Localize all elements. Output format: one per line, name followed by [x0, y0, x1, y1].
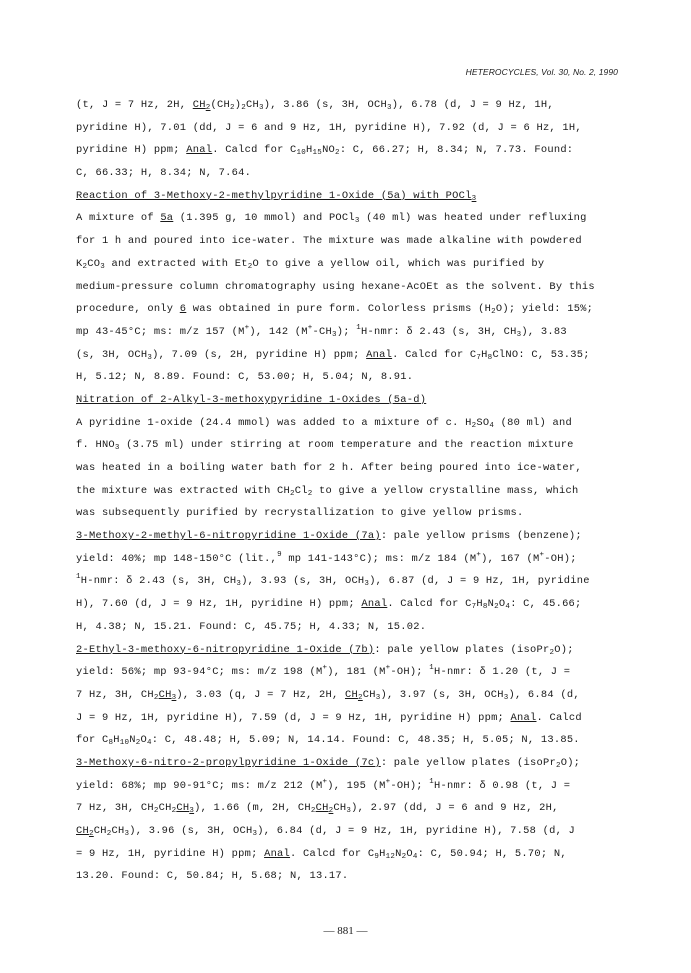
text-line [76, 820, 616, 843]
text-segment: : pale yellow plates (isoPr [380, 756, 556, 769]
text-line [76, 276, 616, 299]
text-segment: H [481, 348, 488, 361]
text-segment: ), 142 (M [249, 325, 308, 338]
text-segment: H [476, 598, 483, 611]
subscript-text: 9 [374, 852, 380, 861]
text-line [76, 457, 616, 480]
text-line [76, 230, 616, 253]
text-line [76, 797, 616, 820]
text-segment: ClNO: C, 53.35; [492, 348, 590, 361]
text-segment: yield: 68%; mp 90-91°C; ms: m/z 212 (M [76, 779, 323, 792]
subscript-text: 8 [108, 739, 114, 748]
text-segment: A pyridine 1-oxide (24.4 mmol) was added to a mixture of c. H [76, 416, 472, 429]
text-segment: pyridine H) ppm; [76, 144, 187, 157]
text-segment: ), 6.87 (d, J = 9 Hz, 1H, pyridine [369, 575, 590, 588]
subscript-text: 7 [476, 353, 482, 362]
text-line [76, 162, 616, 185]
text-segment: yield: 40%; mp 148-150°C (lit., [76, 552, 278, 565]
text-segment: yield: 56%; mp 93-94°C; ms: m/z 198 (M [76, 666, 323, 679]
subscript-text: 2 [106, 830, 112, 838]
text-segment: 3-Methoxy-6-nitro-2-propylpyridine 1-Oxide (7c) [76, 756, 381, 769]
text-segment: H-nmr: δ 0.98 (t, J = [434, 779, 571, 792]
text-line [76, 775, 616, 798]
text-segment: C, 66.33; H, 8.34; N, 7.64. [76, 167, 252, 180]
text-segment: N [395, 847, 402, 860]
superscript-text: 1 [76, 573, 81, 582]
superscript-text: 1 [429, 664, 435, 673]
subscript-text: 3 [189, 807, 195, 816]
text-segment: mp 141-143°C); ms: m/z 184 (M [281, 552, 477, 565]
subscript-text: 4 [146, 739, 152, 748]
text-segment: ) [234, 99, 242, 111]
text-segment: (3.75 ml) under stirring at room temperature and the reaction mixture [119, 439, 574, 452]
text-segment: 5a [160, 212, 174, 225]
text-segment: CH [344, 688, 358, 701]
subscript-text: 2 [241, 104, 246, 112]
subscript-text: 3 [258, 104, 264, 112]
text-line [76, 139, 616, 162]
text-segment: : C, 48.48; H, 5.09; N, 14.14. Found: C, 48.35; H, 5.05; N, 13.85. [151, 734, 580, 747]
text-segment: K [76, 257, 83, 270]
text-segment: ), 3.97 (s, 3H, OCH [380, 688, 504, 701]
text-segment: ), 6.84 (d, [508, 688, 580, 701]
text-segment: ), 6.84 (d, J = 9 Hz, 1H, pyridine H), 7.58 (d, J [257, 825, 576, 837]
subscript-text: 3 [124, 830, 130, 838]
text-segment: H-nmr: δ 1.20 (t, J = [434, 666, 571, 679]
text-segment: . Calcd for C [212, 144, 297, 157]
text-line [76, 843, 616, 866]
text-segment: CH [158, 688, 172, 701]
text-line [76, 366, 616, 389]
text-line [76, 570, 616, 593]
text-segment: ), 6.78 (d, J = 9 Hz, 1H, [391, 99, 554, 111]
text-line [76, 253, 616, 276]
text-line [76, 616, 616, 639]
text-segment: SO [476, 416, 490, 429]
subscript-text: 3 [471, 194, 477, 203]
text-segment: : pale yellow prisms (benzene); [380, 530, 582, 543]
subscript-text: 2 [471, 421, 477, 430]
text-line [76, 502, 616, 525]
subscript-text: 2 [88, 830, 94, 838]
text-line [76, 389, 616, 412]
superscript-text: + [385, 777, 391, 786]
subscript-text: 3 [516, 330, 522, 339]
superscript-text: 1 [356, 323, 361, 332]
page-number: — 881 — [323, 925, 368, 937]
text-line [76, 548, 616, 571]
text-segment: : C, 50.94; H, 5.70; N, [417, 847, 567, 860]
text-segment: for 1 h and poured into ice-water. The mixture was made alkaline with powdered [76, 235, 582, 248]
subscript-text: 2 [491, 308, 496, 317]
text-segment: -CH [312, 325, 332, 338]
text-segment: . Calcd for C [392, 348, 477, 361]
text-segment: O [406, 847, 413, 860]
text-segment: H), 7.60 (d, J = 9 Hz, 1H, pyridine H) ppm; [76, 598, 362, 611]
text-segment: O to give a yellow oil, which was purified by [252, 257, 545, 270]
text-segment: ), 2.97 (dd, J = 6 and 9 Hz, 2H, [351, 802, 559, 815]
subscript-text: 2 [153, 693, 159, 702]
subscript-text: 3 [354, 217, 360, 226]
subscript-text: 3 [386, 104, 392, 112]
text-segment: medium-pressure column chromatography using hexane-AcOEt as the solvent. By this [76, 280, 595, 293]
text-segment: CH [362, 688, 376, 701]
subscript-text: 3 [364, 580, 370, 589]
text-segment: (80 ml) and [494, 416, 572, 429]
subscript-text: 2 [290, 489, 295, 498]
text-line [76, 412, 616, 435]
text-line [76, 752, 616, 775]
text-segment: procedure, only [76, 303, 180, 316]
text-segment: . Calcd [536, 711, 582, 724]
subscript-text: 7 [471, 603, 477, 612]
subscript-text: 4 [412, 852, 418, 861]
subscript-text: 2 [247, 262, 253, 271]
text-segment: H, 5.12; N, 8.89. Found: C, 53.00; H, 5.04; N, 8.91. [76, 371, 414, 384]
subscript-text: 12 [385, 852, 396, 861]
subscript-text: 3 [252, 830, 258, 838]
text-segment: H [379, 847, 386, 860]
text-segment: J = 9 Hz, 1H, pyridine H), 7.59 (d, J = 9 Hz, 1H, pyridine H) ppm; [76, 711, 511, 724]
text-segment: 7 Hz, 3H, CH [76, 802, 154, 815]
text-segment: Anal [361, 598, 388, 611]
superscript-text: + [476, 550, 482, 559]
subscript-text: 3 [147, 353, 153, 362]
text-segment: N [487, 598, 495, 611]
subscript-text: 2 [549, 648, 555, 657]
text-segment: ), 3.86 (s, 3H, OCH [263, 99, 387, 111]
text-segment: CO [87, 257, 101, 270]
superscript-text: + [539, 550, 545, 559]
subscript-text: 3 [100, 262, 106, 271]
subscript-text: 2 [357, 693, 363, 702]
subscript-text: 8 [482, 603, 488, 612]
text-segment: f. HNO [76, 439, 115, 452]
text-segment: Anal [186, 144, 213, 157]
text-line [76, 707, 616, 730]
text-segment: O); [554, 643, 574, 656]
text-segment: was obtained in pure form. Colorless prisms (H [186, 303, 492, 316]
text-segment: : C, 66.27; H, 8.34; N, 7.73. Found: [339, 144, 574, 157]
text-segment: for C [76, 734, 109, 747]
subscript-text: 2 [310, 807, 316, 816]
subscript-text: 2 [229, 104, 235, 112]
subscript-text: 8 [487, 353, 493, 362]
text-segment: and extracted with Et [105, 257, 248, 270]
text-segment: . Calcd for C [387, 598, 472, 611]
text-line [76, 865, 616, 888]
text-segment: H-nmr: δ 2.43 (s, 3H, CH [361, 325, 517, 338]
text-segment: O); [560, 756, 581, 769]
text-line [76, 434, 616, 457]
text-segment: 3-Methoxy-2-methyl-6-nitropyridine 1-Oxide (7a) [76, 530, 381, 543]
text-segment: A mixture of [76, 212, 161, 225]
text-segment: Reaction of 3-Methoxy-2-methylpyridine 1-Oxide (5a) with POCl [76, 189, 472, 202]
running-head: HETEROCYCLES, Vol. 30, No. 2, 1990 [465, 67, 618, 77]
text-segment: CH [158, 802, 172, 815]
subscript-text: 10 [119, 739, 130, 748]
text-segment: H, 4.38; N, 15.21. Found: C, 45.75; H, 4.33; N, 15.02. [76, 620, 427, 633]
superscript-text: 1 [429, 777, 435, 786]
text-line [76, 639, 616, 662]
text-segment: ), 3.96 (s, 3H, OCH [129, 825, 253, 837]
text-segment: CH [192, 99, 206, 111]
text-segment: CH [176, 802, 190, 815]
text-line [76, 661, 616, 684]
text-segment: CH [76, 825, 89, 837]
text-segment: : pale yellow plates (isoPr [374, 643, 550, 656]
text-line [76, 94, 616, 117]
text-line [76, 185, 616, 208]
subscript-text: 3 [375, 693, 381, 702]
text-segment: (s, 3H, OCH [76, 348, 148, 361]
text-segment: Nitration of 2-Alkyl-3-methoxypyridine 1-Oxides (5a-d) [76, 393, 427, 406]
text-segment: to give a yellow crystalline mass, which [312, 484, 579, 497]
superscript-text: 9 [277, 550, 282, 559]
text-segment: the mixture was extracted with CH [76, 484, 291, 497]
text-segment: O [140, 734, 147, 747]
text-segment: (1.395 g, 10 mmol) and POCl [173, 212, 355, 225]
subscript-text: 3 [236, 580, 242, 589]
text-segment: O [498, 598, 506, 611]
text-segment: NO [322, 144, 336, 157]
text-segment: Anal [264, 847, 291, 860]
text-segment: CH [111, 825, 125, 837]
text-segment: 6 [179, 303, 187, 316]
subscript-text: 2 [171, 807, 177, 816]
text-segment: ), 195 (M [327, 779, 386, 792]
text-segment: CH [93, 825, 107, 837]
text-segment: ), 3.83 [521, 325, 567, 338]
text-segment: = 9 Hz, 1H, pyridine H) ppm; [76, 847, 265, 860]
text-line [76, 729, 616, 752]
text-segment: pyridine H), 7.01 (dd, J = 6 and 9 Hz, 1H, pyridine H), 7.92 (d, J = 6 Hz, 1H, [76, 121, 582, 134]
text-line [76, 298, 616, 321]
text-segment: 2-Ethyl-3-methoxy-6-nitropyridine 1-Oxide (7b) [76, 643, 375, 656]
subscript-text: 2 [328, 807, 334, 816]
subscript-text: 2 [153, 807, 159, 816]
superscript-text: + [307, 323, 313, 332]
body-text [76, 94, 616, 888]
subscript-text: 3 [114, 444, 120, 453]
subscript-text: 10 [296, 149, 307, 158]
text-segment: ), 7.09 (s, 2H, pyridine H) ppm; [152, 348, 367, 361]
subscript-text: 3 [332, 330, 337, 339]
superscript-text: + [385, 664, 391, 673]
subscript-text: 2 [307, 489, 313, 498]
text-segment: -OH); [390, 666, 430, 679]
text-segment: CH [315, 802, 329, 815]
superscript-text: + [244, 323, 250, 332]
subscript-text: 2 [205, 104, 211, 112]
text-segment: -OH); [544, 552, 577, 565]
text-segment: N [129, 734, 136, 747]
superscript-text: + [322, 777, 328, 786]
text-segment: Anal [510, 711, 537, 724]
text-segment: . Calcd for C [290, 847, 375, 860]
subscript-text: 2 [401, 852, 407, 861]
text-segment: ), 3.03 (q, J = 7 Hz, 2H, [176, 688, 345, 701]
text-segment: H [306, 144, 313, 157]
text-segment: was heated in a boiling water bath for 2 h. After being poured into ice-water, [76, 462, 582, 474]
subscript-text: 2 [135, 739, 141, 748]
text-segment: was subsequently purified by recrystallization to give yellow prisms. [76, 507, 524, 520]
text-line [76, 525, 616, 548]
text-segment: ); [336, 325, 357, 338]
text-segment: (CH [210, 99, 230, 111]
subscript-text: 4 [505, 603, 511, 612]
text-segment: : C, 45.66; [510, 598, 582, 611]
subscript-text: 15 [312, 149, 323, 158]
text-segment: O); yield: 15%; [495, 303, 594, 316]
text-line [76, 207, 616, 230]
subscript-text: 3 [346, 807, 352, 816]
subscript-text: 2 [82, 262, 88, 271]
text-segment: Anal [366, 348, 393, 361]
text-segment: ), 1.66 (m, 2H, CH [194, 802, 311, 815]
subscript-text: 2 [335, 149, 340, 158]
text-segment: ), 167 (M [481, 552, 540, 565]
text-segment: (t, J = 7 Hz, 2H, [76, 99, 193, 111]
text-segment: CH [246, 99, 259, 111]
text-segment: H-nmr: δ 2.43 (s, 3H, CH [80, 575, 237, 588]
subscript-text: 2 [555, 761, 561, 770]
text-segment: 13.20. Found: C, 50.84; H, 5.68; N, 13.17. [76, 870, 349, 883]
superscript-text: + [322, 664, 328, 673]
text-segment: mp 43-45°C; ms: m/z 157 (M [76, 325, 245, 338]
text-segment: (40 ml) was heated under refluxing [359, 212, 587, 225]
text-line [76, 684, 616, 707]
subscript-text: 4 [489, 421, 495, 430]
text-line [76, 321, 616, 344]
text-segment: -OH); [390, 779, 430, 792]
text-line [76, 344, 616, 367]
text-line [76, 480, 616, 503]
text-segment: ), 181 (M [327, 666, 386, 679]
text-line [76, 117, 616, 140]
text-segment: H [113, 734, 120, 747]
text-segment: CH [333, 802, 347, 815]
subscript-text: 3 [171, 693, 177, 702]
text-line [76, 593, 616, 616]
subscript-text: 2 [494, 603, 499, 612]
text-segment: ), 3.93 (s, 3H, OCH [241, 575, 365, 588]
text-segment: Cl [294, 484, 308, 497]
subscript-text: 3 [503, 693, 509, 702]
text-segment: 7 Hz, 3H, CH [76, 688, 154, 701]
